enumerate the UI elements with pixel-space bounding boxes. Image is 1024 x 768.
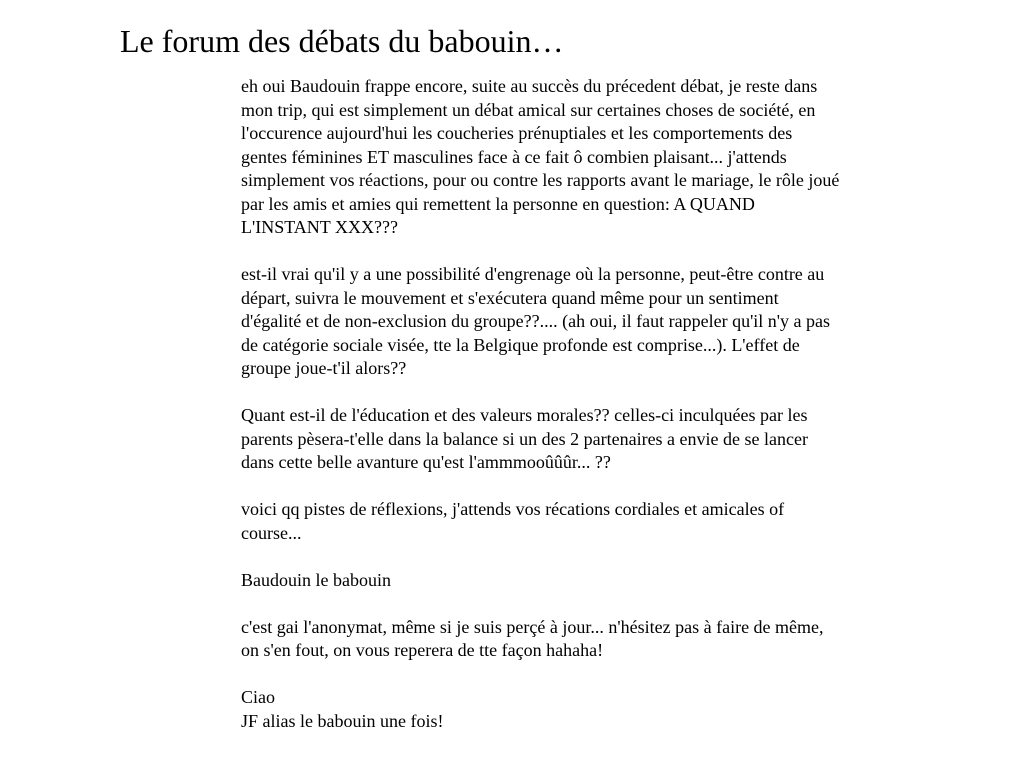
signoff-greeting: Ciao (241, 687, 275, 707)
post-paragraph-invitation: voici qq pistes de réflexions, j'attends vos récations cordiales et amicales of course... (241, 499, 785, 543)
post-paragraph-anonymity: c'est gai l'anonymat, même si je suis perçé à jour... n'hésitez pas à faire de même, on s'en fout, on vous reperera de tte façon hahaha! (241, 616, 824, 660)
post-paragraph-intro: eh oui Baudouin frappe encore, suite au succès du précedent débat, je reste dans mon trip, qui est simplement un débat amical sur certaines choses de société, en l'occurence aujourd'hui les coucheries prénuptiales et les comportements des gentes féminines ET masculines face à ce fait ô combien plaisant... j'attends simplement vos réactions, pour ou contre les rapports avant le mariage, le rôle joué par les amis et amies qui remettent la personne en question: A QUAND L'INSTANT XXX??? (241, 76, 840, 237)
post-paragraph-group-effect: est-il vrai qu'il y a une possibilité d'engrenage où la personne, peut-être contre au départ, suivra le mouvement et s'exécutera quand même pour un sentiment d'égalité et de non-exclusion du groupe??.... (ah oui, il faut rappeler qu'il n'y a pas de catégorie sociale visée, tte la Belgique profonde est comprise...). L'effet de groupe joue-t'il alors?? (241, 264, 831, 378)
signoff-signature: JF alias le babouin une fois! (241, 710, 444, 731)
post-author-line: Baudouin le babouin (241, 569, 391, 590)
page-title: Le forum des débats du babouin… (120, 23, 564, 59)
post-signoff (241, 686, 841, 733)
post-body (241, 75, 841, 733)
post-paragraph-education: Quant est-il de l'éducation et des valeurs morales?? celles-ci inculquées par les parents pèsera-t'elle dans la balance si un des 2 partenaires a envie de se lancer dans cette belle avanture qu'est l'ammmooûûûr... ?? (241, 405, 808, 472)
